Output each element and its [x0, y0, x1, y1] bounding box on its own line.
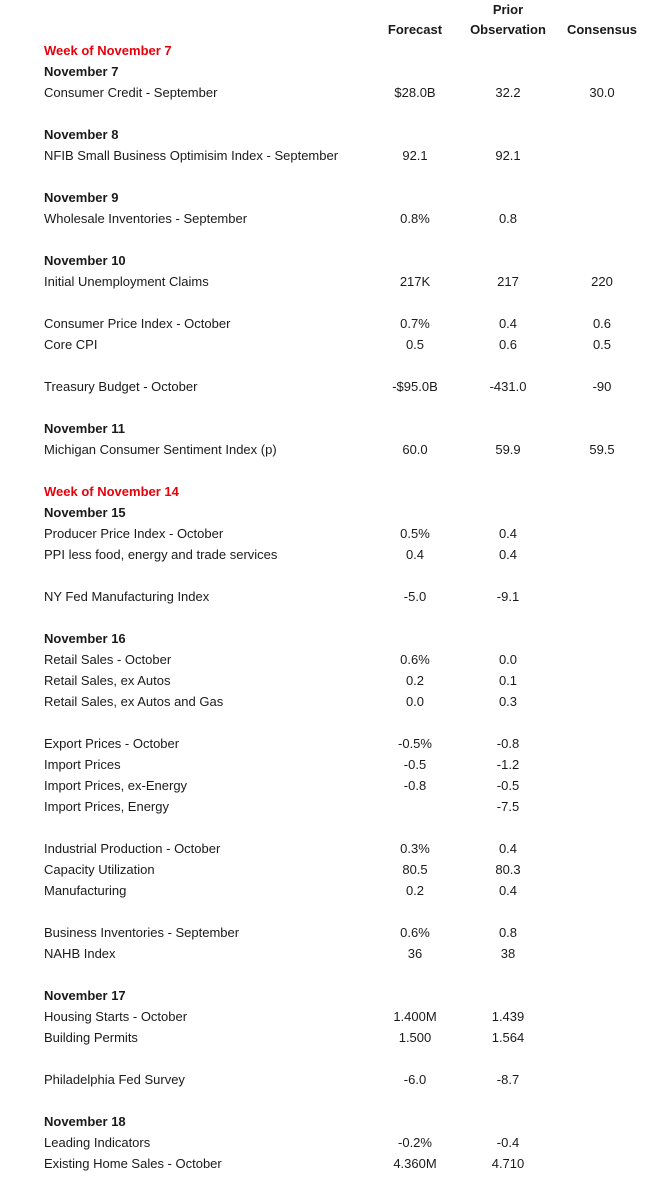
date-label: November 8 [44, 127, 119, 142]
forecast-value: 0.6% [400, 925, 430, 940]
indicator-name: Michigan Consumer Sentiment Index (p) [44, 442, 277, 457]
indicator-name: Manufacturing [44, 883, 127, 898]
indicator-row [0, 775, 651, 796]
indicator-name: Retail Sales, ex Autos and Gas [44, 694, 224, 709]
indicator-name: NFIB Small Business Optimisim Index - September [44, 148, 339, 163]
forecast-value: 60.0 [402, 442, 428, 457]
prior-value: 0.8 [498, 211, 518, 226]
forecast-value: 0.0 [405, 694, 425, 709]
indicator-row [0, 838, 651, 859]
indicator-row [0, 208, 651, 229]
indicator-row [0, 1132, 651, 1153]
indicator-name: Capacity Utilization [44, 862, 155, 877]
indicator-row [0, 82, 651, 103]
indicator-name: Retail Sales - October [44, 652, 172, 667]
indicator-row [0, 691, 651, 712]
indicator-name: NY Fed Manufacturing Index [44, 589, 210, 604]
date-heading [0, 187, 651, 208]
forecast-value: 0.5% [400, 526, 430, 541]
indicator-name: Wholesale Inventories - September [44, 211, 248, 226]
prior-value: 0.6 [498, 337, 518, 352]
prior-value: 0.0 [498, 652, 518, 667]
forecast-value: 0.5 [405, 337, 425, 352]
forecast-value: -0.5% [398, 736, 432, 751]
indicator-row [0, 754, 651, 775]
indicator-row [0, 313, 651, 334]
forecast-value: 0.8% [400, 211, 430, 226]
forecast-value: 1.400M [393, 1009, 437, 1024]
prior-value: 0.1 [498, 673, 518, 688]
date-label: November 7 [44, 64, 119, 79]
indicator-name: Treasury Budget - October [44, 379, 198, 394]
date-label: November 16 [44, 631, 126, 646]
forecast-value: 0.7% [400, 316, 430, 331]
indicator-row [0, 1006, 651, 1027]
indicator-row [0, 1069, 651, 1090]
forecast-value: 0.2 [405, 673, 425, 688]
prior-value: -7.5 [496, 799, 520, 814]
prior-value: 0.4 [498, 316, 518, 331]
indicator-name: Import Prices, Energy [44, 799, 169, 814]
date-heading [0, 502, 651, 523]
indicator-name: Housing Starts - October [44, 1009, 188, 1024]
prior-value: 0.4 [498, 547, 518, 562]
indicator-name: NAHB Index [44, 946, 116, 961]
forecast-value: 0.4 [405, 547, 425, 562]
prior-header-line2: Observation [470, 22, 546, 37]
indicator-name: Business Inventories - September [44, 925, 240, 940]
indicator-row [0, 544, 651, 565]
indicator-row [0, 796, 651, 817]
date-heading [0, 418, 651, 439]
consensus-value: 0.6 [592, 316, 612, 331]
indicator-row [0, 649, 651, 670]
indicator-name: Industrial Production - October [44, 841, 221, 856]
indicator-name: Import Prices [44, 757, 121, 772]
indicator-name: Initial Unemployment Claims [44, 274, 209, 289]
prior-value: 59.9 [495, 442, 521, 457]
prior-value: 217 [497, 274, 519, 289]
forecast-value: 217K [399, 274, 431, 289]
indicator-name: Existing Home Sales - October [44, 1156, 222, 1171]
week-label: Week of November 14 [44, 484, 179, 499]
week-heading [0, 481, 651, 502]
indicator-row [0, 670, 651, 691]
date-label: November 11 [44, 421, 125, 436]
indicator-row [0, 1153, 651, 1174]
date-heading [0, 628, 651, 649]
consensus-value: 0.5 [592, 337, 612, 352]
indicator-row [0, 334, 651, 355]
indicator-row [0, 523, 651, 544]
indicator-name: Consumer Price Index - October [44, 316, 231, 331]
indicator-name: Export Prices - October [44, 736, 180, 751]
forecast-value: 0.3% [400, 841, 430, 856]
week-heading [0, 40, 651, 61]
prior-value: 0.4 [498, 526, 518, 541]
indicator-name: Import Prices, ex-Energy [44, 778, 188, 793]
prior-value: 1.439 [491, 1009, 525, 1024]
forecast-header: Forecast [387, 22, 443, 37]
prior-value: -9.1 [496, 589, 520, 604]
week-label: Week of November 7 [44, 43, 172, 58]
prior-value: 4.710 [491, 1156, 525, 1171]
forecast-value: 0.6% [400, 652, 430, 667]
prior-value: -0.4 [496, 1135, 520, 1150]
date-heading [0, 124, 651, 145]
date-label: November 15 [44, 505, 126, 520]
indicator-row [0, 859, 651, 880]
forecast-value: -5.0 [403, 589, 427, 604]
forecast-value: -0.2% [398, 1135, 432, 1150]
indicator-row [0, 943, 651, 964]
forecast-value: 80.5 [402, 862, 428, 877]
indicator-row [0, 271, 651, 292]
prior-value: 80.3 [495, 862, 521, 877]
date-label: November 17 [44, 988, 126, 1003]
indicator-row [0, 145, 651, 166]
prior-value: 0.8 [498, 925, 518, 940]
date-label: November 10 [44, 253, 126, 268]
prior-value: 92.1 [495, 148, 521, 163]
date-label: November 18 [44, 1114, 126, 1129]
forecast-value: -6.0 [403, 1072, 427, 1087]
indicator-row [0, 376, 651, 397]
date-heading [0, 250, 651, 271]
indicator-name: Building Permits [44, 1030, 138, 1045]
prior-header-line1: Prior [492, 2, 524, 17]
forecast-value: 0.2 [405, 883, 425, 898]
prior-value: -0.5 [496, 778, 520, 793]
forecast-value: -$95.0B [392, 379, 438, 394]
forecast-value: 92.1 [402, 148, 428, 163]
prior-value: -8.7 [496, 1072, 520, 1087]
forecast-value: -0.5 [403, 757, 427, 772]
indicator-row [0, 733, 651, 754]
prior-value: 1.564 [491, 1030, 525, 1045]
prior-value: 0.3 [498, 694, 518, 709]
indicator-row [0, 439, 651, 460]
forecast-value: -0.8 [403, 778, 427, 793]
forecast-value: 4.360M [393, 1156, 437, 1171]
indicator-name: Philadelphia Fed Survey [44, 1072, 185, 1087]
prior-value: -0.8 [496, 736, 520, 751]
date-label: November 9 [44, 190, 119, 205]
prior-value: 32.2 [495, 85, 521, 100]
prior-value: -1.2 [496, 757, 520, 772]
prior-value: 0.4 [498, 841, 518, 856]
indicator-name: Leading Indicators [44, 1135, 151, 1150]
indicator-row [0, 586, 651, 607]
date-heading [0, 1111, 651, 1132]
forecast-value: 1.500 [398, 1030, 432, 1045]
indicator-name: Consumer Credit - September [44, 85, 218, 100]
consensus-value: 59.5 [589, 442, 615, 457]
consensus-value: 30.0 [589, 85, 615, 100]
date-heading [0, 61, 651, 82]
consensus-header: Consensus [566, 22, 638, 37]
prior-value: -431.0 [489, 379, 527, 394]
indicator-row [0, 880, 651, 901]
indicator-row [0, 1027, 651, 1048]
indicator-name: Core CPI [44, 337, 98, 352]
indicator-name: PPI less food, energy and trade services [44, 547, 278, 562]
prior-value: 0.4 [498, 883, 518, 898]
date-heading [0, 985, 651, 1006]
consensus-value: -90 [592, 379, 612, 394]
indicator-name: Retail Sales, ex Autos [44, 673, 171, 688]
prior-value: 38 [500, 946, 516, 961]
forecast-value: $28.0B [394, 85, 436, 100]
forecast-value: 36 [407, 946, 423, 961]
consensus-value: 220 [591, 274, 613, 289]
indicator-row [0, 922, 651, 943]
indicator-name: Producer Price Index - October [44, 526, 224, 541]
